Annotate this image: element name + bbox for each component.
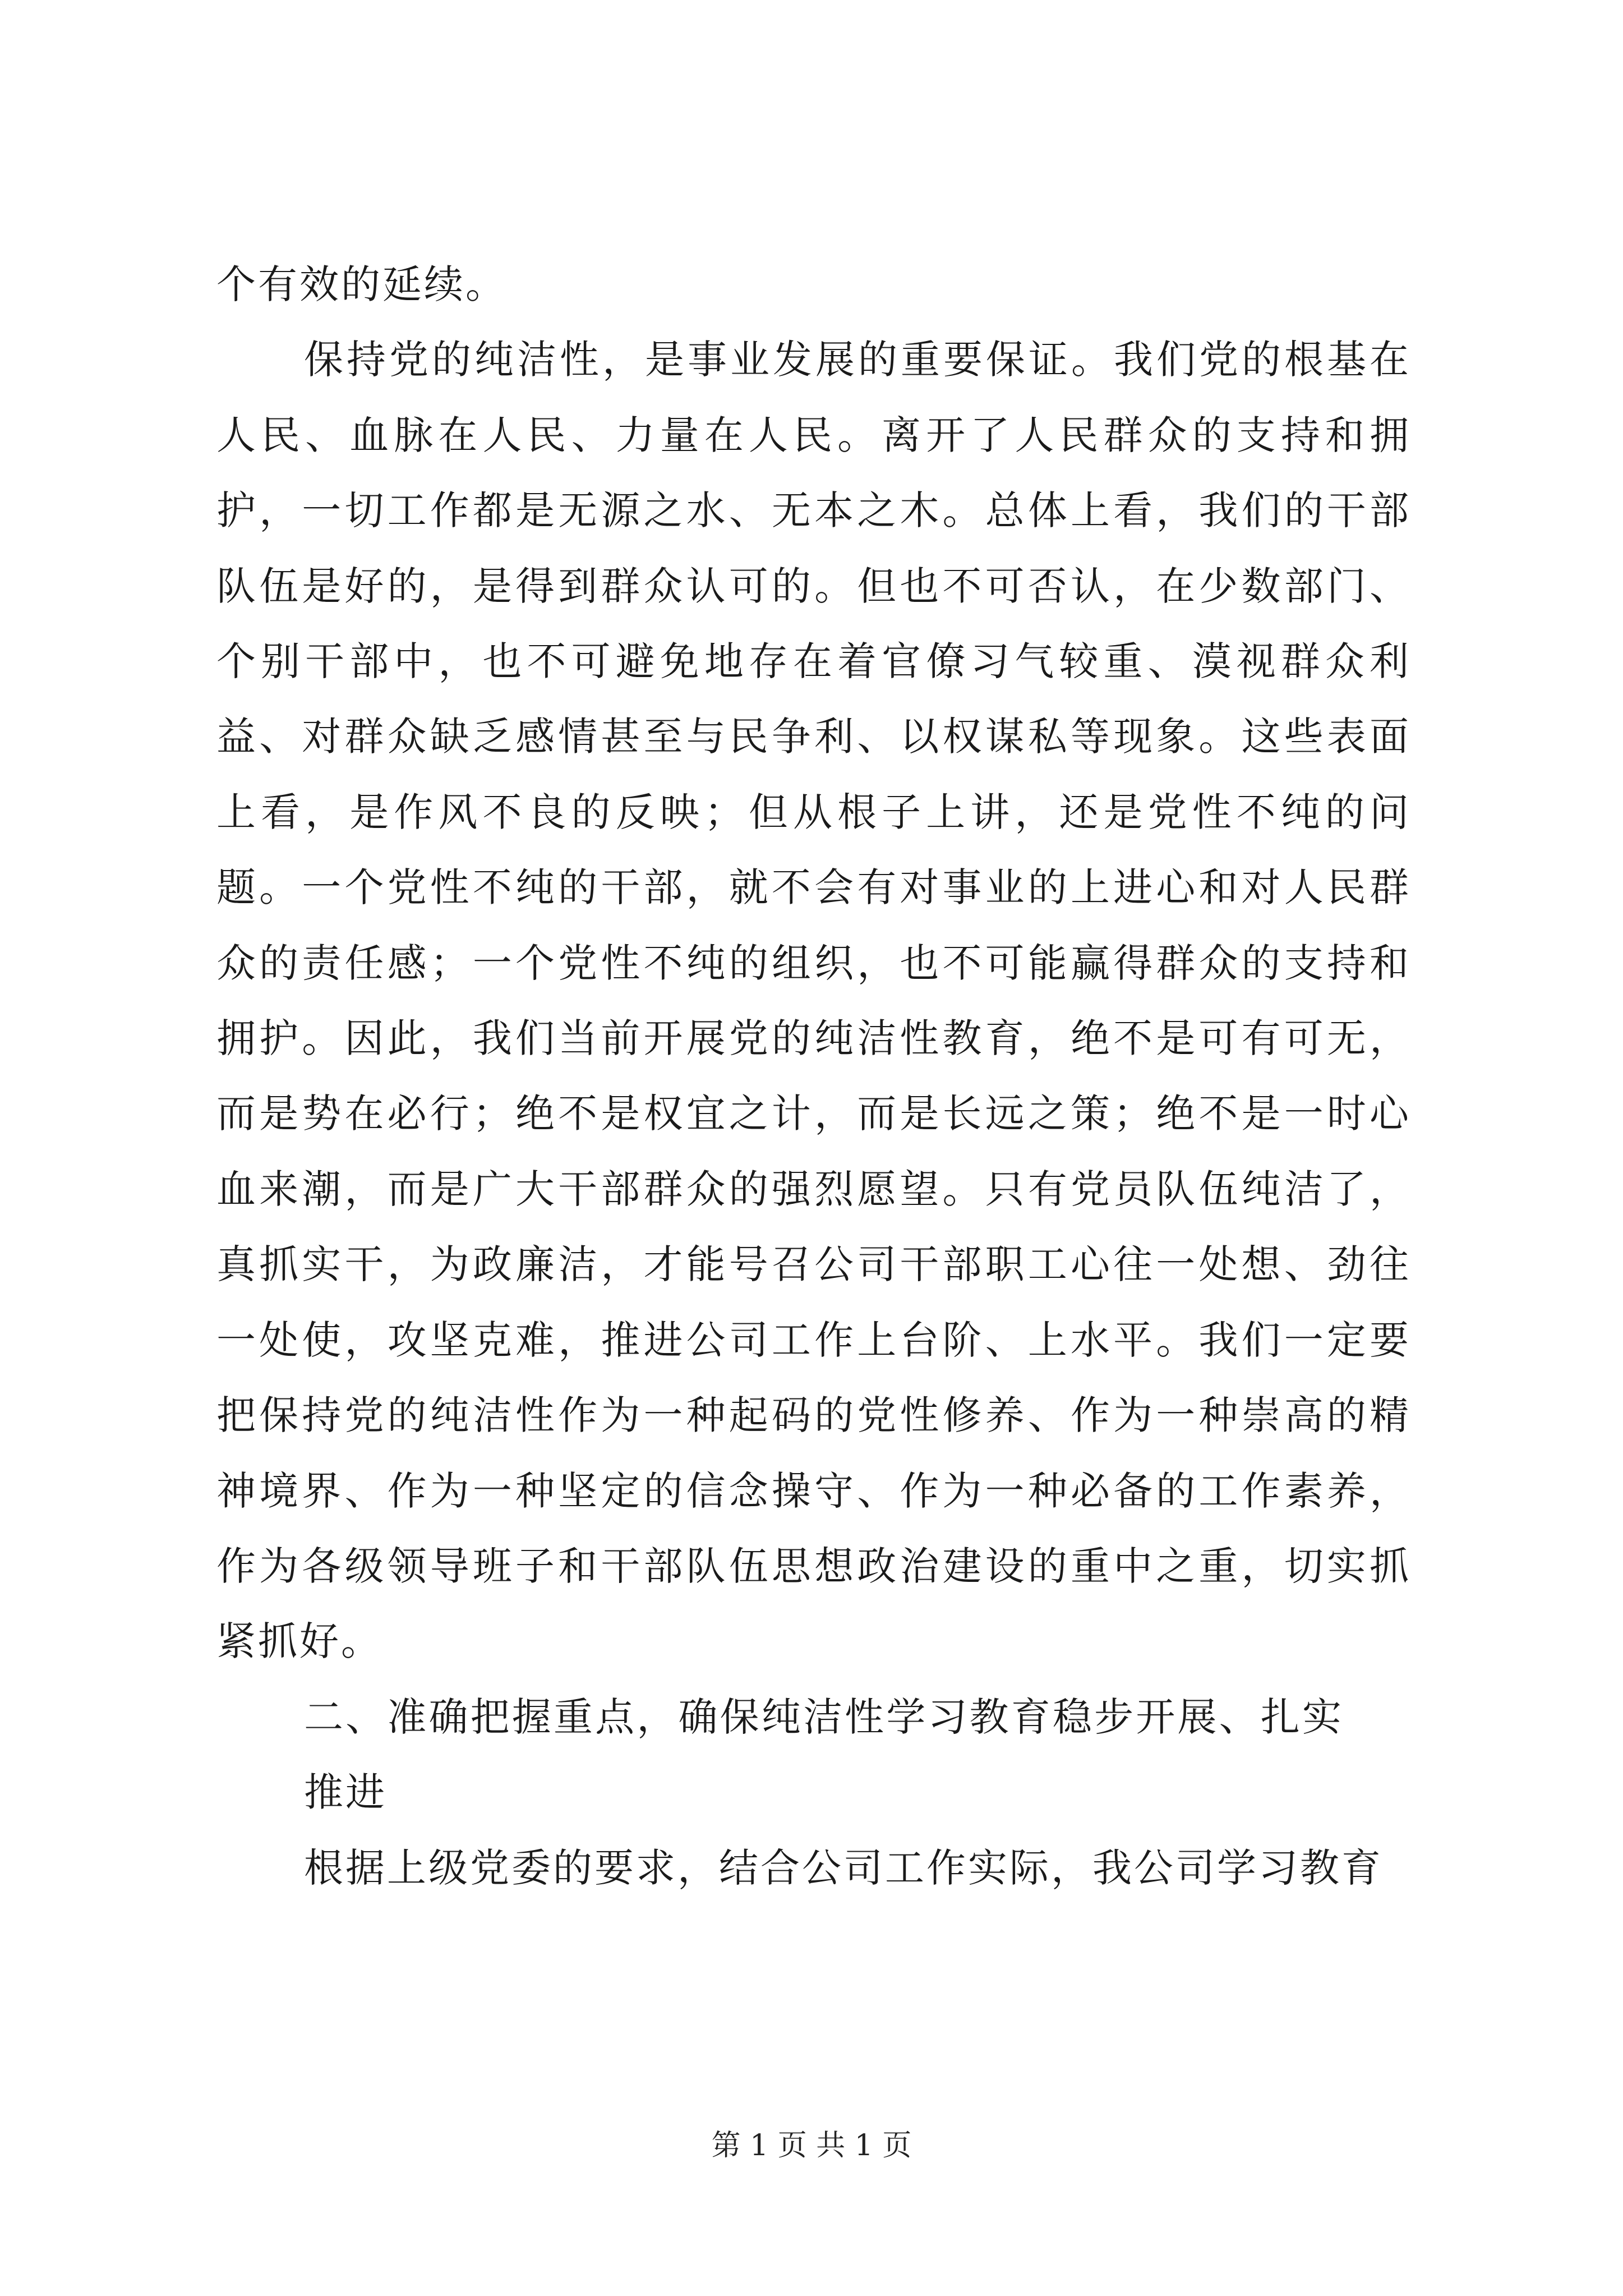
paragraph-continuation: 个有效的延续。 — [216, 261, 507, 307]
paragraph-implementation: 根据上级党委的要求，结合公司工作实际，我公司学习教育 — [304, 1844, 1383, 1891]
paragraph-party-purity: 保持党的纯洁性，是事业发展的重要保证。我们党的根基在人民、血脉在人民、力量在人民。离开了人民群众的支持和拥护，一切工作都是无源之水、无本之木。总体上看，我们的干部队伍是好的，是得到群众认可的。但也不可否认，在少数部门、个别干部中，也不可避免地存在着官僚习气较重、漠视群众利益、对群众缺乏感情甚至与民争利、以权谋私等现象。这些表面上看，是作风不良的反映；但从根子上讲，还是党性不纯的问题。一个党性不纯的干部，就不会有对事业的上进心和对人民群众的责任感；一个党性不纯的组织，也不可能赢得群众的支持和拥护。因此，我们当前开展党的纯洁性教育，绝不是可有可无，而是势在必行；绝不是权宜之计，而是长远之策；绝不是一时心血来潮，而是广大干部群众的强烈愿望。只有党员队伍纯洁了，真抓实干，为政廉洁，才能号召公司干部职工心往一处想、劲往一处使，攻坚克难，推进公司工作上台阶、上水平。我们一定要把保持党的纯洁性作为一种起码的党性修养、作为一种崇高的精神境界、作为一种坚定的信念操守、作为一种必备的工作素养，作为各级领导班子和干部队伍思想政治建设的重中之重，切实抓紧抓好。 — [216, 337, 1411, 1665]
section-heading-two: 二、准确把握重点，确保纯洁性学习教育稳步开展、扎实推进 — [304, 1694, 1344, 1816]
page-footer: 第 1 页 共 1 页 — [711, 2129, 912, 2162]
document-body — [216, 247, 1411, 1906]
